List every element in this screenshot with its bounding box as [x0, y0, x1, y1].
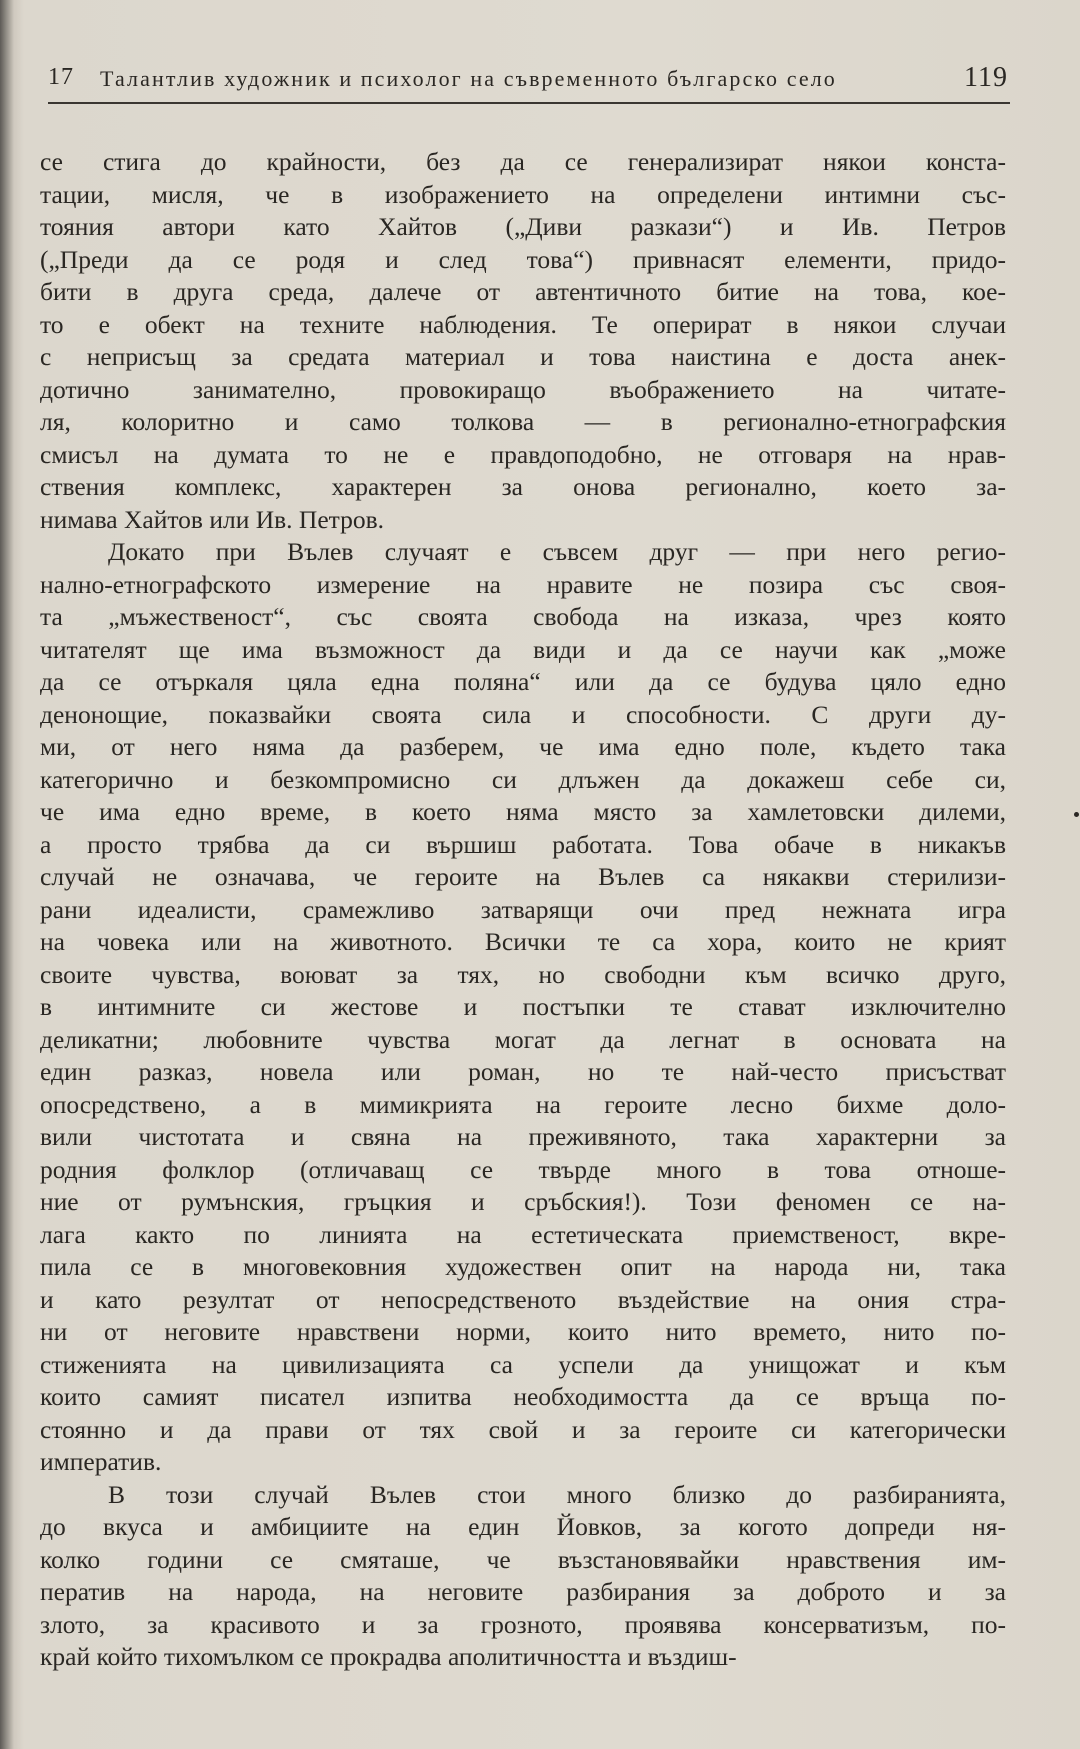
- running-title: Талантлив художник и психолог на съвременното българско село: [100, 66, 837, 91]
- paragraph: [40, 1479, 1006, 1674]
- text-line: родния фолклор (отличаващ се твърде много в това отноше-: [40, 1154, 1006, 1184]
- text-line: а просто трябва да си вършиш работата. Това обаче в никакъв: [40, 829, 1006, 859]
- text-line: вили чистотата и свяна на преживяното, така характерни за: [40, 1122, 1006, 1151]
- text-line: злото, за красивото и за грозното, проявява консерватизъм, по-: [40, 1609, 1006, 1639]
- text-line: своите чувства, воюват за тях, но свободни към всичко друго,: [40, 959, 1006, 989]
- text-line: та „мъжественост“, със своята свобода на изказа, чрез която: [40, 602, 1006, 631]
- text-line: ператив на народа, на неговите разбирания за доброто и за: [40, 1577, 1006, 1606]
- text-line: дотично занимателно, провокиращо въображението на читате-: [40, 374, 1006, 404]
- paragraph: [40, 146, 1006, 536]
- text-line: бити в друга среда, далече от автентичното битие на това, кое-: [40, 277, 1006, 306]
- ink-speck: [1074, 812, 1079, 817]
- body-text: [40, 146, 1006, 1674]
- text-line: ние от румънския, гръцкия и сръбския!). Този феномен се на-: [40, 1187, 1006, 1216]
- text-line: в интимните си жестове и постъпки те стават изключително: [40, 992, 1006, 1021]
- text-line: стиженията на цивилизацията са успели да унищожат и към: [40, 1349, 1006, 1379]
- text-line: императив.: [40, 1447, 162, 1476]
- text-line: деликатни; любовните чувства могат да легнат в основата на: [40, 1024, 1006, 1054]
- text-line: ля, колоритно и само толкова — в регионално-етнографския: [40, 407, 1006, 436]
- text-line: да се отъркаля цяла една поляна“ или да се будува цяло едно: [40, 667, 1006, 696]
- text-line: които самият писател изпитва необходимостта да се връща по-: [40, 1382, 1006, 1411]
- text-line: денонощие, показвайки своята сила и способности. С други ду-: [40, 699, 1006, 729]
- text-line: нално-етнографското измерение на нравите не позира със своя-: [40, 569, 1006, 599]
- text-line: и като резултат от непосредственото въздействие на ония стра-: [40, 1284, 1006, 1314]
- text-line: ни от неговите нравствени норми, които нито времето, нито по-: [40, 1317, 1006, 1346]
- text-line: то е обект на техните наблюдения. Те оперират в някои случаи: [40, 309, 1006, 339]
- text-line: на човека или на животното. Всички те са хора, които не крият: [40, 927, 1006, 956]
- text-line: категорично и безкомпромисно си длъжен да докажеш себе си,: [40, 764, 1006, 794]
- text-line: („Преди да се родя и след това“) привнасят елементи, придо-: [40, 244, 1006, 274]
- text-line: ми, от него няма да разберем, че има едно поле, където така: [40, 732, 1006, 761]
- text-line: тояния автори като Хайтов („Диви разкази“) и Ив. Петров: [40, 212, 1006, 241]
- text-line: до вкуса и амбициите на един Йовков, за когото допреди ня-: [40, 1512, 1006, 1541]
- text-line: край който тихомълком се прокрадва аполитичността и въздиш-: [40, 1642, 737, 1671]
- page-number: 119: [964, 62, 1008, 93]
- text-line: колко години се смяташе, че възстановявайки нравствения им-: [40, 1544, 1006, 1574]
- running-header: [48, 62, 1010, 104]
- text-line: тации, мисля, че в изображението на определени интимни със-: [40, 179, 1006, 209]
- text-line: стоянно и да прави от тях свой и за героите си категорически: [40, 1414, 1006, 1444]
- text-line: рани идеалисти, срамежливо затварящи очи пред нежната игра: [40, 894, 1006, 924]
- text-line: В този случай Вълев стои много близко до разбиранията,: [108, 1479, 1006, 1509]
- text-line: смисъл на думата то не е правдоподобно, не отговаря на нрав-: [40, 439, 1006, 469]
- text-line: Докато при Вълев случаят е съвсем друг — при него регио-: [108, 537, 1006, 566]
- text-line: се стига до крайности, без да се генерализират някои конста-: [40, 147, 1006, 176]
- text-line: с неприсъщ за средата материал и това наистина е доста анек-: [40, 342, 1006, 371]
- text-line: лага както по линията на естетическата приемственост, вкре-: [40, 1219, 1006, 1249]
- text-line: пила се в многовековния художествен опит на народа ни, така: [40, 1252, 1006, 1281]
- text-line: случай не означава, че героите на Вълев са някакви стерилизи-: [40, 862, 1006, 891]
- text-line: читателят ще има възможност да види и да се научи как „може: [40, 634, 1006, 664]
- text-line: опосредствено, а в мимикрията на героите лесно бихме доло-: [40, 1089, 1006, 1119]
- text-line: че има едно време, в което няма място за хамлетовски дилеми,: [40, 797, 1006, 826]
- text-line: ствения комплекс, характерен за онова регионално, което за-: [40, 472, 1006, 501]
- chapter-number: 17: [48, 64, 74, 90]
- text-line: нимава Хайтов или Ив. Петров.: [40, 504, 385, 534]
- text-line: един разказ, новела или роман, но те най-често присъстват: [40, 1057, 1006, 1086]
- paragraph: [40, 536, 1006, 1479]
